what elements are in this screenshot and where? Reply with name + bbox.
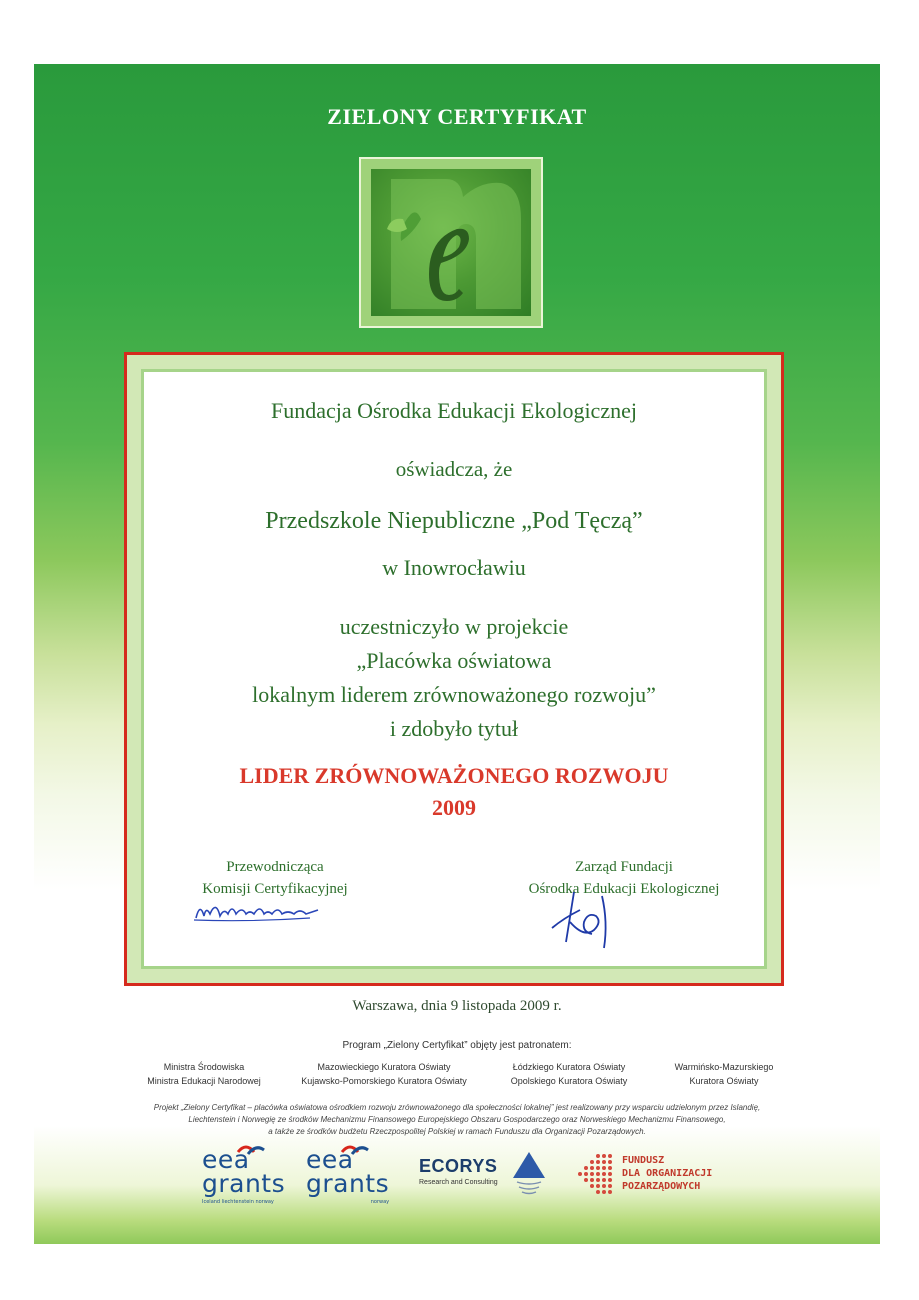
project-note-line: Projekt „Zielony Certyfikat – placówka oświatowa ośrodkiem rozwoju zrównoważonego dla społeczności lokalnej” jest realizowany przy wsparciu udzielonym przez Islandię, (153, 1103, 761, 1112)
fundusz-logo (576, 1152, 713, 1201)
patron-column (289, 1060, 479, 1088)
body-line: i zdobyło tytuł (389, 716, 519, 741)
dot-grid-icon (576, 1152, 618, 1196)
body-line: uczestniczyło w projekcie (339, 614, 569, 639)
body-line: „Placówka oświatowa (356, 648, 552, 673)
handwritten-signature-left (190, 896, 330, 926)
patron-item: Ministra Środowiska (163, 1062, 245, 1072)
award-year: 2009 (432, 795, 476, 820)
signature-left-line: Przewodnicząca (226, 859, 324, 875)
project-note-line: a także ze środków budżetu Rzeczpospolitej Polskiej w ramach Funduszu dla Organizacji Pozarządowych. (268, 1127, 646, 1136)
patron-item: Mazowieckiego Kuratora Oświaty (317, 1062, 451, 1072)
issue-date: Warszawa, dnia 9 listopada 2009 r. (352, 998, 562, 1014)
patronage-title: Program „Zielony Certyfikat” objęty jest patronatem: (342, 1040, 572, 1051)
signature-right (504, 856, 744, 900)
eea-swirl-icon (236, 1142, 266, 1160)
institution-name: Przedszkole Niepubliczne „Pod Tęczą” (265, 508, 643, 534)
eea-grants-logo (202, 1145, 286, 1205)
content-frame (124, 352, 784, 986)
declares-text: oświadcza, że (395, 457, 513, 481)
fundusz-line: POZARZĄDOWYCH (622, 1181, 701, 1192)
fundusz-line: FUNDUSZ (622, 1155, 665, 1166)
award (144, 760, 764, 824)
signature-left-line: Komisji Certyfikacyjnej (202, 881, 348, 897)
eea-swirl-icon (340, 1142, 370, 1160)
patron-column (484, 1060, 654, 1088)
project-note (104, 1102, 810, 1138)
signature-right-line: Zarząd Fundacji (575, 859, 673, 875)
project-description (144, 610, 764, 746)
ecorys-name: ECORYS (419, 1156, 498, 1176)
foundation-name: Fundacja Ośrodka Edukacji Ekologicznej (271, 398, 637, 423)
patron-item: Kujawsko-Pomorskiego Kuratora Oświaty (301, 1076, 467, 1086)
patron-item: Ministra Edukacji Narodowej (147, 1076, 261, 1086)
patron-item: Opolskiego Kuratora Oświaty (510, 1076, 628, 1086)
award-title: LIDER ZRÓWNOWAŻONEGO ROZWOJU (239, 763, 669, 788)
logo-graphic (371, 169, 531, 316)
leaf-e-logo-icon (359, 157, 543, 328)
eea-line2: grants (306, 1169, 390, 1198)
certificate-background (34, 64, 880, 1244)
ecorys-triangle-icon (511, 1150, 547, 1198)
handwritten-signature-right (544, 882, 644, 952)
eea-sub: norway (370, 1199, 390, 1205)
fundusz-name (622, 1154, 712, 1193)
certificate-title: ZIELONY CERTYFIKAT (327, 104, 587, 129)
eea-line2: grants (202, 1169, 286, 1198)
project-note-line: Liechtenstein i Norwegię ze środków Mechanizmu Finansowego Europejskiego Obszaru Gospodarczego oraz Norweskiego Mechanizmu Finansowego, (188, 1115, 726, 1124)
eea-sub: Iceland liechtenstein norway (202, 1199, 274, 1205)
eea-line1: eea (202, 1145, 250, 1174)
institution-location: w Inowrocławiu (382, 555, 526, 580)
patron-column (654, 1060, 794, 1088)
ecorys-logo (419, 1156, 498, 1186)
patron-item: Łódzkiego Kuratora Oświaty (512, 1062, 626, 1072)
eea-grants-norway-logo (306, 1145, 390, 1205)
fundusz-line: DLA ORGANIZACJI (622, 1168, 713, 1179)
ecorys-sub: Research and Consulting (419, 1179, 498, 1186)
patron-item: Kuratora Oświaty (689, 1076, 759, 1086)
body-line: lokalnym liderem zrównoważonego rozwoju” (252, 682, 656, 707)
signature-right-line: Ośrodka Edukacji Ekologicznej (528, 881, 720, 897)
patron-column (129, 1060, 279, 1088)
eea-line1: eea (306, 1145, 354, 1174)
signature-left (180, 856, 370, 900)
patron-item: Warmińsko-Mazurskiego (674, 1062, 774, 1072)
